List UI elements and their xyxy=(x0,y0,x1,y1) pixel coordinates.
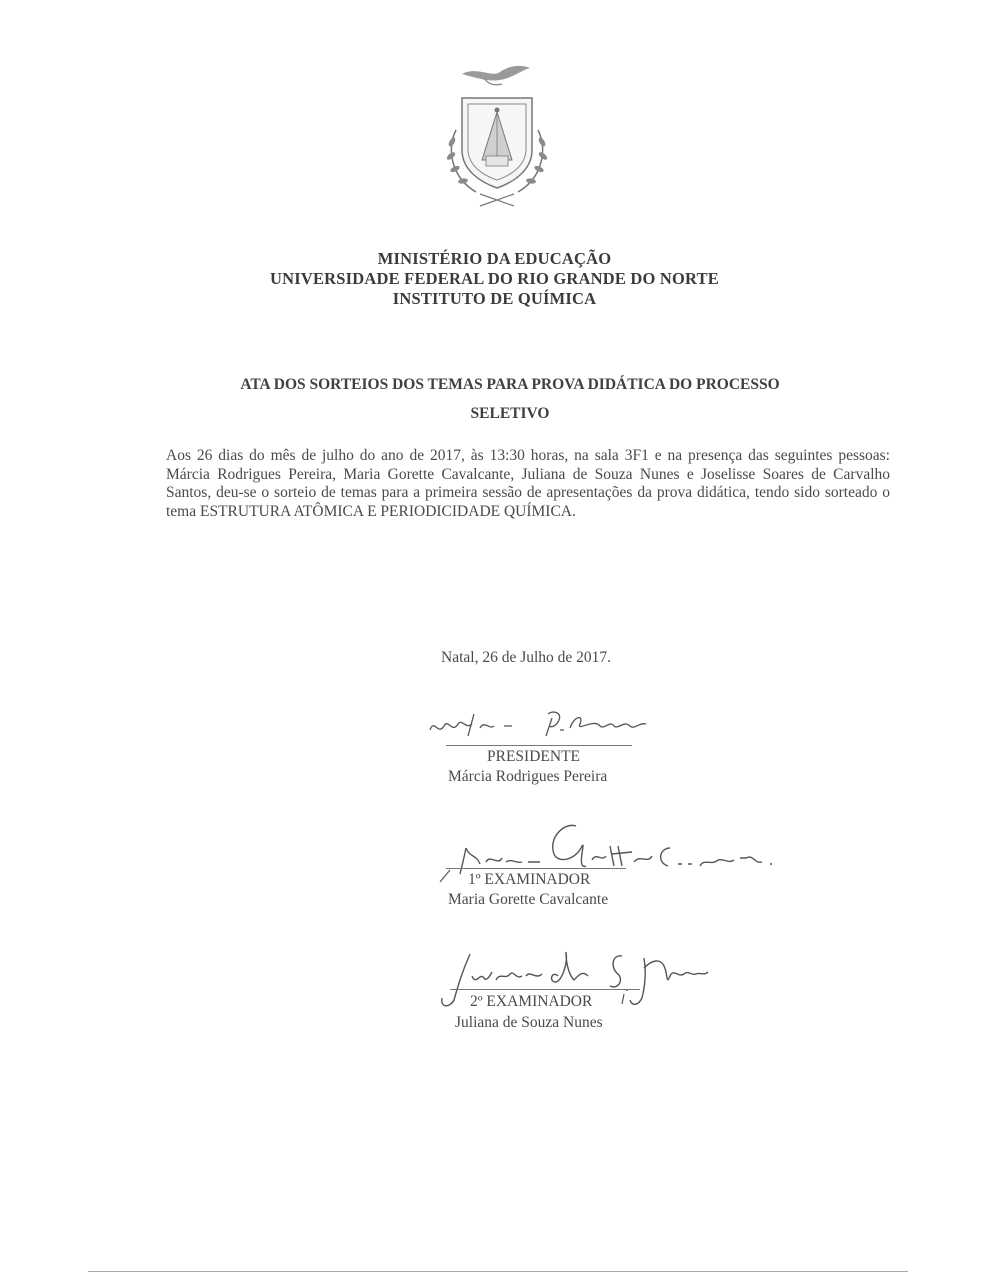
signature-line-examiner-2 xyxy=(450,989,640,990)
signature-line-president xyxy=(446,745,632,746)
document-title xyxy=(200,370,820,428)
ministry-heading: MINISTÉRIO DA EDUCAÇÃO xyxy=(377,249,612,268)
institute-heading: INSTITUTO DE QUÍMICA xyxy=(392,289,597,308)
signature-line-examiner-1 xyxy=(446,868,626,869)
role-examiner-2: 2º EXAMINADOR xyxy=(470,993,593,1010)
page-bottom-rule xyxy=(88,1271,908,1272)
university-seal-icon xyxy=(432,60,562,212)
handwritten-signature-president xyxy=(424,700,684,746)
name-examiner-1: Maria Gorette Cavalcante xyxy=(448,891,609,908)
document-title-line-2: SELETIVO xyxy=(470,405,550,422)
place-date: Natal, 26 de Julho de 2017. xyxy=(441,649,612,666)
university-heading: UNIVERSIDADE FEDERAL DO RIO GRANDE DO NORTE xyxy=(270,269,719,288)
role-president: PRESIDENTE xyxy=(487,748,580,765)
role-examiner-1: 1º EXAMINADOR xyxy=(468,871,591,888)
document-title-line-1: ATA DOS SORTEIOS DOS TEMAS PARA PROVA DIDÁTICA DO PROCESSO xyxy=(240,376,780,393)
name-president: Márcia Rodrigues Pereira xyxy=(448,768,608,785)
document-body: Aos 26 dias do mês de julho do ano de 2017, às 13:30 horas, na sala 3F1 e na presença das seguintes pessoas: Márcia Rodrigues Pereira, Maria Gorette Cavalcante, Juliana de Souza Nunes e Joselisse Soares de Carvalho Santos, deu-se o sorteio de temas para a primeira sessão de apresentações da prova didática, tendo sido sorteado o tema ESTRUTURA ATÔMICA E PERIODICIDADE QUÍMICA. xyxy=(166,447,890,520)
name-examiner-2: Juliana de Souza Nunes xyxy=(455,1014,603,1031)
